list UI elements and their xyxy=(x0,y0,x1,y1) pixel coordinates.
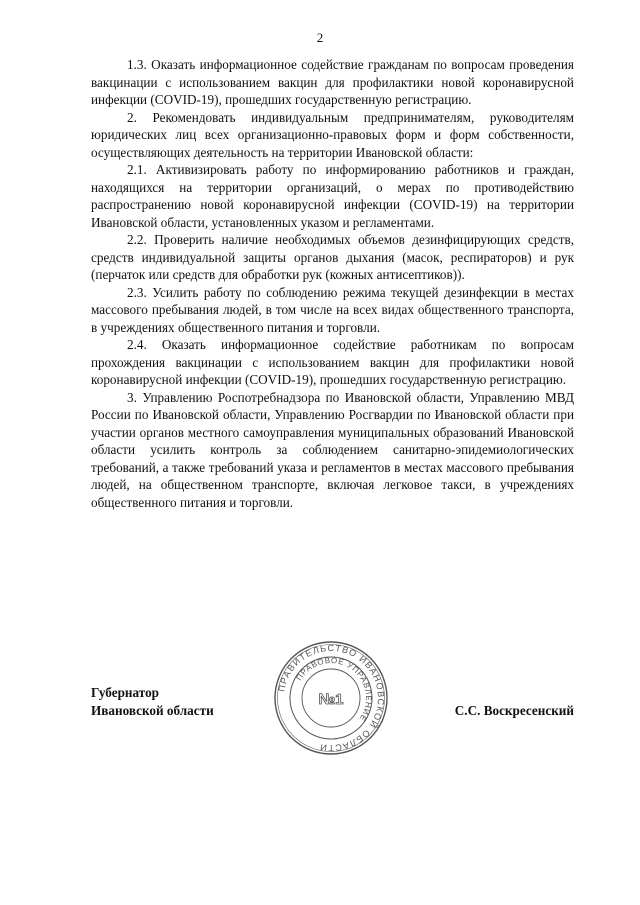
paragraph-1-3: 1.3. Оказать информационное содействие гражданам по вопросам проведения вакцинации с использованием вакцин для профилактики новой коронавирусной инфекции (COVID-19), прошедших государственную регистрацию. xyxy=(91,57,574,107)
signatory-title xyxy=(91,684,214,720)
signatory-title-line1: Губернатор xyxy=(91,685,159,700)
paragraph-2-4: 2.4. Оказать информационное содействие работникам по вопросам прохождения вакцинации с использованием вакцин для профилактики новой коронавирусной инфекции (COVID-19), прошедших государственную регистрацию. xyxy=(91,337,574,387)
signatory-name: С.С. Воскресенский xyxy=(454,703,574,718)
signatory-title-line2: Ивановской области xyxy=(91,703,214,718)
paragraph-2-2: 2.2. Проверить наличие необходимых объемов дезинфицирующих средств, средств индивидуальной защиты органов дыхания (масок, респираторов) и рук (перчаток или средств для обработки рук (кожных антисептиков)). xyxy=(91,232,574,282)
seal-center-text: №1 xyxy=(318,691,344,708)
seal-inner-text: ПРАВОВОЕ УПРАВЛЕНИЕ xyxy=(294,655,374,724)
paragraph-2: 2. Рекомендовать индивидуальным предпринимателям, руководителям юридических лиц всех организационно-правовых форм и форм собственности, осуществляющих деятельность на территории Ивановской области: xyxy=(91,109,574,160)
seal-outer-text: ПРАВИТЕЛЬСТВО ИВАНОВСКОЙ ОБЛАСТИ xyxy=(276,642,387,754)
document-body xyxy=(91,56,574,511)
official-seal-stamp xyxy=(273,640,389,756)
page-number: 2 xyxy=(316,30,324,45)
paragraph-3: 3. Управлению Роспотребнадзора по Ивановской области, Управлению МВД России по Ивановской области, Управлению Росгвардии по Ивановской области при участии органов местного самоуправления муниципальных образований Ивановской области усилить контроль за соблюдением санитарно-эпидемиологических требований, а также требований указа и регламентов в местах массового пребывания людей, на общественном транспорте, включая легковое такси, в учреждениях общественного питания и торговли. xyxy=(91,389,574,510)
paragraph-2-3: 2.3. Усилить работу по соблюдению режима текущей дезинфекции в местах массового пребывания людей, в том числе на всех видах общественного транспорта, в учреждениях общественного питания и торговли. xyxy=(91,284,574,335)
paragraph-2-1: 2.1. Активизировать работу по информированию работников и граждан, находящихся на территории организаций, о мерах по противодействию распространению новой коронавирусной инфекции (COVID-19) на территории Ивановской области, установленных указом и регламентами. xyxy=(91,162,574,230)
